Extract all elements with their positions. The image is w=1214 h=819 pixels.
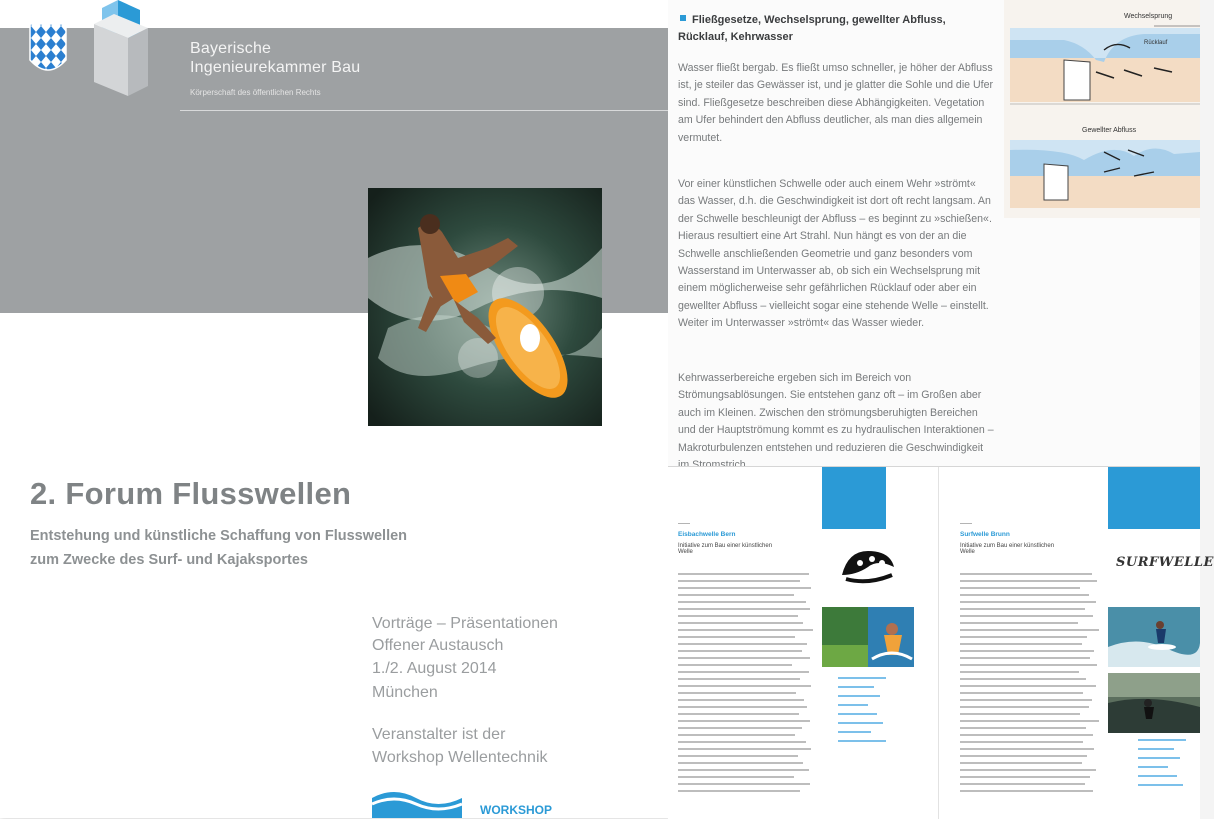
- spread-left-body-text: [678, 573, 814, 797]
- spread-right-logo-text: SURFWELLE: [1116, 555, 1214, 570]
- spread-right-body-text: [960, 573, 1100, 797]
- band-divider-line: [180, 110, 668, 111]
- spread-right-blue-box: [1108, 467, 1200, 529]
- spread-left-photo-illustration: [822, 607, 914, 667]
- spread-left-header-rule: ——: [678, 521, 690, 527]
- event-line-talks: Vorträge – Präsentationen: [372, 615, 558, 632]
- event-line-exchange: Offener Austausch: [372, 637, 504, 654]
- spread-right-subtitle: Initiative zum Bau einer künstlichen Welle: [960, 543, 1055, 555]
- spread-right-photo-1-illustration: [1108, 607, 1200, 667]
- organization-name: [190, 39, 360, 77]
- article-heading: Fließgesetze, Wechselsprung, gewellter Abfluss, Rücklauf, Kehrwasser: [678, 14, 946, 43]
- spread-right-title: Surfwelle Brunn: [960, 531, 1010, 538]
- spread-left-subtitle: Initiative zum Bau einer künstlichen Welle: [678, 543, 773, 555]
- organization-subtitle: Körperschaft des öffentlichen Rechts: [190, 88, 321, 97]
- org-name-line2: Ingenieurekammer Bau: [190, 59, 361, 76]
- diagram-label-backflow: Rücklauf: [1144, 40, 1168, 46]
- hydraulic-diagram: [1004, 0, 1200, 218]
- workshop-wave-logo-icon: [372, 790, 462, 818]
- forum-title: 2. Forum Flusswellen: [30, 476, 352, 511]
- spread-right-header-rule: ——: [960, 521, 972, 527]
- event-city: München: [372, 684, 438, 701]
- bavaria-coat-of-arms-icon: [26, 14, 70, 84]
- event-date: 1./2. August 2014: [372, 660, 497, 677]
- organizer-line2: Workshop Wellentechnik: [372, 749, 548, 766]
- forum-subtitle-line2: zum Zwecke des Surf- und Kajaksportes: [30, 552, 308, 568]
- forum-subtitle-line1: Entstehung und künstliche Schaffung von Flusswellen: [30, 528, 408, 544]
- chamber-cube-logo-icon: [88, 0, 154, 96]
- spread-left-photo: [822, 607, 914, 667]
- spread-divider: [938, 467, 939, 819]
- article-paragraph-3: Kehrwasserbereiche ergeben sich im Bereich von Strömungsablösungen. Sie entstehen ganz oft – im Großen aber auch im Kleinen. Zwischen den strömungsberuhigten Bereichen und der Hauptströmung kommt es zu hydraulischen Interaktionen – Makroturbulenzen entstehen und reduzieren die Geschwindigkeit: [678, 372, 994, 454]
- spread-right-contact-links: [1138, 739, 1198, 793]
- spread-left-contact-links: [838, 677, 898, 749]
- workshop-label: WORKSHOP: [480, 803, 552, 817]
- organizer-line1: Veranstalter ist der: [372, 726, 506, 743]
- article-paragraph-2: Vor einer künstlichen Schwelle oder auch einem Wehr »strömt« das Wasser, d.h. die Geschwindigkeit ist dort oft recht langsam. An der Schwelle beschleunigt der Abfluss – es beginnt zu »schießen«. Hieraus resultiert eine Art Strahl. Nun hängt es von der an die Schwelle anschließenden Geometrie und ganz besonders vom Wasserstand im Unterwasser ab, ob sich ein Wechselsprung mit einem möglicherweise sehr gefährlichen Rücklauf oder aber ein gewellter Abfluss – vielleicht sogar eine stehende Welle – einstellt. Weiter im Unterwasser »strömt« das Wasser wieder.: [678, 178, 992, 330]
- spread-left-title: Eisbachwelle Bern: [678, 531, 736, 538]
- spread-left-blue-box: [822, 467, 886, 529]
- spread-right-photo-1: [1108, 607, 1200, 667]
- article-paragraph-1: Wasser fließt bergab. Es fließt umso schneller, je höher der Abfluss ist, je steiler das Gewässer ist, und je glatter die Sohle und die Ufer sind. Fließgesetze beschreiben diese Abhängigkeiten. Vegetation am Ufer behindert den Abfluss deutlicher, als man dies allgemein vermutet.: [678, 62, 994, 144]
- surfer-photo: [368, 188, 602, 426]
- diagram-label-hydraulic-jump: Wechselsprung: [1124, 13, 1173, 20]
- article-page: [668, 0, 1200, 466]
- surfer-photo-illustration: [368, 188, 602, 426]
- spread-right-photo-2-illustration: [1108, 673, 1200, 733]
- example-spreads: [668, 466, 1214, 819]
- spread-left-logo-icon: [838, 545, 898, 587]
- diagram-label-undular-flow: Gewellter Abfluss: [1082, 127, 1137, 134]
- org-name-line1: Bayerische: [190, 40, 272, 57]
- spread-right-photo-2: [1108, 673, 1200, 733]
